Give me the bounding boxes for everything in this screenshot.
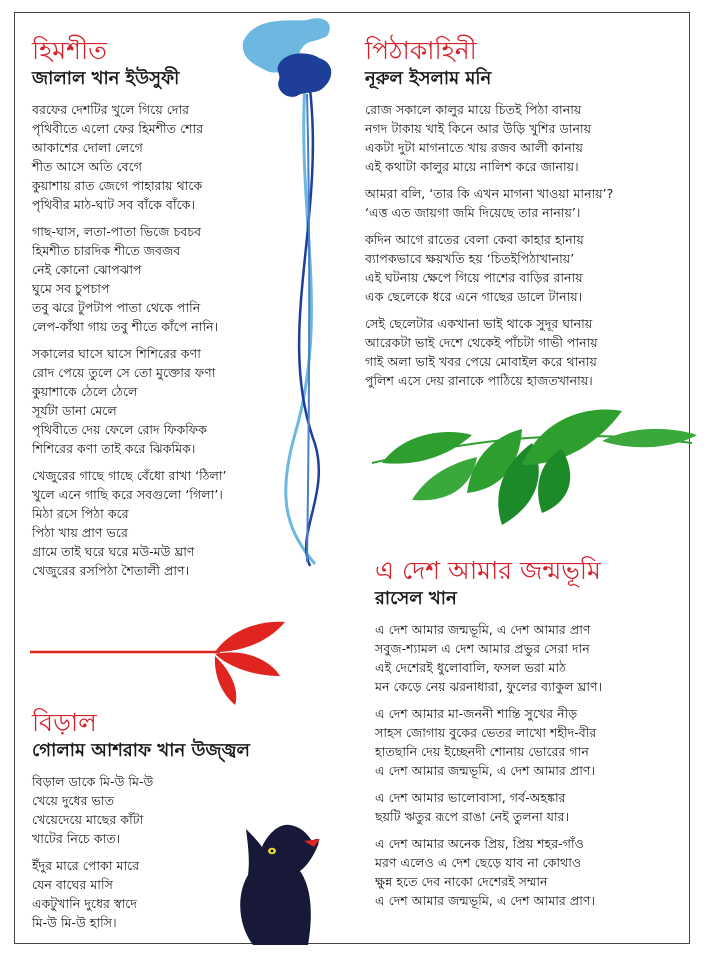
poem-line: সূর্যটা ডানা মেলে (32, 403, 117, 418)
poem-line: এ দেশ আমার জন্মভূমি, এ দেশ আমার প্রাণ। (375, 763, 596, 778)
green-leaves-illustration (372, 405, 702, 530)
leaf (215, 622, 285, 652)
poem-line: ইঁদুর মারে পোকা মারে (32, 858, 140, 873)
poem-line: এ দেশ আমার ভালোবাসা, গর্ব-অহঙ্কার (375, 790, 566, 805)
poem-line: বিড়াল ডাকে মি-উ মি-উ (32, 774, 154, 789)
poem-line: সবুজ-শ্যামল এ দেশ আমার প্রভুর সেরা দান (375, 641, 590, 656)
poem-body (375, 620, 685, 910)
poem-line: কুয়াশায় রাত জেগে পাহারায় থাকে (32, 178, 203, 193)
poem-line: একটা দুটা মাগনাতে খায় রজব আলী কানায় (365, 140, 583, 155)
poem-line: কদিন আগে রাতের বেলা কেবা কাহার হানায় (365, 232, 584, 247)
poem-line: এ দেশ আমার জন্মভূমি, এ দেশ আমার প্রাণ (375, 622, 591, 637)
poem-line: এক ছেলেকে ধরে এনে গাছের ডালে টানায়। (365, 289, 583, 304)
poem-line: বরফের দেশটির খুলে গিয়ে দোর (32, 102, 190, 117)
poem-line: গ্রামে তাই ঘরে ঘরে মউ-মউ ঘ্রাণ (32, 544, 195, 559)
leaf (382, 432, 472, 464)
stanza (365, 314, 685, 390)
poem-line: ‘এত্ত এত জায়গা জমি দিয়েছে তার নানায়’। (365, 205, 581, 220)
poem-biral (32, 708, 272, 940)
poem-line: যেন বাঘের মাসি (32, 877, 113, 892)
poem-line: এই দেশেরই ধুলোবালি, ফসল ভরা মাঠ (375, 660, 566, 675)
poem-line: পৃথিবীর মাঠ-ঘাট সব বাঁকে বাঁকে। (32, 197, 195, 212)
stanza (32, 100, 272, 214)
poem-body (32, 772, 272, 932)
poem-line: শিশিরের কণা তাই করে ঝিকমিক। (32, 441, 196, 456)
stanza (365, 230, 685, 306)
poem-line: এই কথাটা কালুর মায়ে নালিশ করে জানায়। (365, 159, 579, 174)
poem-line: ব্যাপকভাবে ক্ষয়খতি হয় ‘চিতইপিঠাখানায়’ (365, 251, 575, 266)
poem-line: খেয়েদেয়ে মাছের কাঁটা (32, 812, 144, 827)
poem-line: খাটের নিচে কাত। (32, 831, 121, 846)
poem-line: এ দেশ আমার মা-জননী শান্তি সুখের নীড় (375, 706, 578, 721)
poem-author: নূরুল ইসলাম মনি (365, 68, 492, 89)
stanza (32, 856, 272, 932)
stanza (375, 788, 685, 826)
poem-line: রোজ সকালে কালুর মায়ে চিতই পিঠা বানায় (365, 102, 582, 117)
red-leaf-illustration (30, 620, 290, 710)
poem-line: খেজুরের গাছে গাছে বেঁধো রাখা ‘ঠিলা’ (32, 468, 227, 483)
flower-stem (307, 94, 309, 562)
poem-line: খেয়ে দুধের ভাত (32, 793, 115, 808)
poem-line: আকাশের দোলা লেগে (32, 140, 143, 155)
stanza (32, 222, 272, 336)
poem-line: পুলিশ এসে দেয় রানাকে পাঠিয়ে হাজতখানায়। (365, 373, 593, 388)
poem-line: খুলে এনে গাছি করে সবগুলো ‘গিলা’। (32, 487, 223, 502)
poem-line: এ দেশ আমার জন্মভূমি, এ দেশ আমার প্রাণ। (375, 893, 596, 908)
poem-line: মিঠা রসে পিঠা করে (32, 506, 129, 521)
poem-line: খেজুরের রসপিঠা শৈতালী প্রাণ। (32, 563, 190, 578)
leaf (602, 429, 697, 447)
flower-petal (278, 53, 332, 96)
poem-desh (375, 556, 685, 918)
poem-line: লেপ-কাঁথা গায় তবু শীতে কাঁপে নানি। (32, 319, 219, 334)
poem-line: আমরা বলি, ‘তার কি এখন মাগনা খাওয়া মানায়’? (365, 186, 614, 201)
stanza (32, 344, 272, 458)
poem-line: একটুখানি দুধের স্বাদে (32, 896, 137, 911)
poem-line: সাহস জোগায় বুকের ভেতর লাখো শহীদ-বীর (375, 725, 597, 740)
leaf (412, 457, 477, 500)
poem-author: গোলাম আশরাফ খান উজ্জ্বল (32, 740, 250, 761)
poem-line: এ দেশ আমার অনেক প্রিয়, প্রিয় শহর-গাঁও (375, 836, 584, 851)
stanza (32, 772, 272, 848)
poem-line: সেই ছেলেটার একখানা ভাই থাকে সুদূর ঘানায় (365, 316, 593, 331)
poem-body (365, 100, 685, 390)
poem-line: মি-উ মি-উ হাসি। (32, 915, 117, 930)
poem-line: মন কেড়ে নেয় ঝরনাধারা, ফুলের ব্যাকুল ঘ্রাণ। (375, 679, 603, 694)
poem-title: হিমশীত (32, 36, 107, 65)
poem-line: পৃথিবীতে দেয় ফেলে রোদ ফিকফিক (32, 422, 207, 437)
poem-himshit (32, 36, 272, 588)
poem-line: নগদ টাকায় খাই কিনে আর উড়ি খুশির ডানায় (365, 121, 592, 136)
poem-line: শীত আসে অতি বেগে (32, 159, 142, 174)
poem-title: বিড়াল (32, 708, 97, 737)
poem-line: ছয়টি ঋতুর রূপে রাঙা নেই তুলনা যার। (375, 809, 570, 824)
poem-line: নেই কোনো ঝোপঝাপ (32, 262, 142, 277)
poem-line: গাছ-ঘাস, লতা-পাতা ভিজে চবচব (32, 224, 202, 239)
poem-line: হিমশীত চারদিক শীতে জবজব (32, 243, 181, 258)
poem-line: সকালের ঘাসে ঘাসে শিশিরের কণা (32, 346, 201, 361)
poem-line: আরেকটা ভাই দেশে থেকেই পাঁচটা গাভী পানায় (365, 335, 598, 350)
poem-body (32, 100, 272, 580)
stanza (365, 184, 685, 222)
stanza (375, 704, 685, 780)
stanza (375, 834, 685, 910)
poem-line: কুয়াশাকে ঠেলে ঠেলে (32, 384, 138, 399)
poem-author: জালাল খান ইউসুফী (32, 68, 180, 89)
poem-line: মরণ এলেও এ দেশ ছেড়ে যাব না কোথাও (375, 855, 582, 870)
poem-line: হাতছানি দেয় ইচ্ছেনদী শোনায় ভোরের গান (375, 744, 589, 759)
poem-line: পৃথিবীতে এলো ফের হিমশীত শোর (32, 121, 204, 136)
poem-title: পিঠাকাহিনী (365, 36, 477, 65)
poem-title: এ দেশ আমার জন্মভূমি (375, 556, 601, 585)
poem-line: গাই অলা ভাই খবর পেয়ে মোবাইল করে থানায় (365, 354, 597, 369)
stanza (365, 100, 685, 176)
poem-line: ক্ষুন্ন হতে দেব নাকো দেশেরই সম্মান (375, 874, 548, 889)
poem-line: এই ঘটনায় ক্ষেপে গিয়ে পাশের বাড়ির রানায় (365, 270, 583, 285)
poem-line: পিঠা খায় প্রাণ ভরে (32, 525, 128, 540)
poem-author: রাসেল খান (375, 588, 457, 609)
poem-pithakahini (365, 36, 685, 398)
poem-line: তবু ঝরে টুপটাপ পাতা থেকে পানি (32, 300, 201, 315)
stanza (32, 466, 272, 580)
poem-line: রোদ পেয়ে তুলে সে তো মুক্তোর ফণা (32, 365, 216, 380)
stanza (375, 620, 685, 696)
poem-line: ঘুমে সব চুপচাপ (32, 281, 110, 296)
